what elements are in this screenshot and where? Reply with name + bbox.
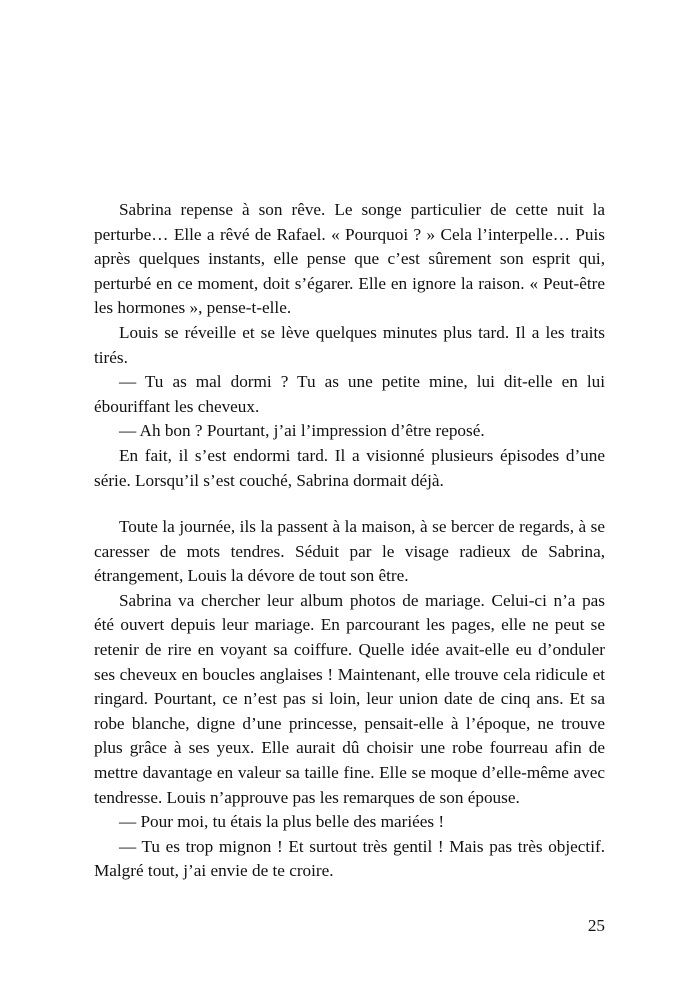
dialogue-line: — Tu as mal dormi ? Tu as une petite mine, lui dit-elle en lui ébouriffant les cheveux. (94, 372, 605, 416)
paragraph: Toute la journée, ils la passent à la maison, à se bercer de regards, à se caresser de mots tendres. Séduit par le visage radieux de Sabrina, étrangement, Louis la dévore de tout son être. (94, 517, 605, 586)
paragraph: Sabrina repense à son rêve. Le songe particulier de cette nuit la perturbe… Elle a rêvé de Rafael. « Pourquoi ? » Cela l’interpelle… Puis après quelques instants, elle pense que c’est sûrement son esprit qui, perturbé en ce moment, doit s’égarer. Elle en ignore la raison. « Peut-être les hormones », pense-t-elle. (94, 200, 605, 318)
dialogue-line: — Pour moi, tu étais la plus belle des mariées ! (119, 812, 445, 832)
text-section-1 (94, 198, 605, 493)
dialogue-line: — Ah bon ? Pourtant, j’ai l’impression d’être reposé. (119, 421, 485, 441)
dialogue-line: — Tu es trop mignon ! Et surtout très gentil ! Mais pas très objectif. Malgré tout, j’ai envie de te croire. (94, 836, 605, 881)
paragraph: En fait, il s’est endormi tard. Il a visionné plusieurs épisodes d’une série. Lorsqu’il s’est couché, Sabrina dormait déjà. (94, 445, 605, 490)
paragraph: Sabrina va chercher leur album photos de mariage. Celui-ci n’a pas été ouvert depuis leur mariage. En parcourant les pages, elle ne peut se retenir de rire en voyant sa coiffure. Quelle idée avait-elle eu d’onduler ses cheveux en boucles anglaises ! Maintenant, elle trouve cela ridicule et ringard. Pourtant, ce n’est pas si loin, leur union date de cinq ans. Et sa robe blanche, digne d’une princesse, pensait-elle à l’époque, ne trouve plus grâce à ses yeux. Elle aurait dû choisir une robe fourreau afin de mettre davantage en valeur sa taille fine. Elle se moque d’elle-même avec tendresse. Louis n’approuve pas les remarques de son épouse. (94, 590, 605, 807)
page-number: 25 (587, 916, 605, 935)
text-section-2 (94, 515, 605, 884)
paragraph: Louis se réveille et se lève quelques minutes plus tard. Il a les traits tirés. (94, 322, 605, 367)
